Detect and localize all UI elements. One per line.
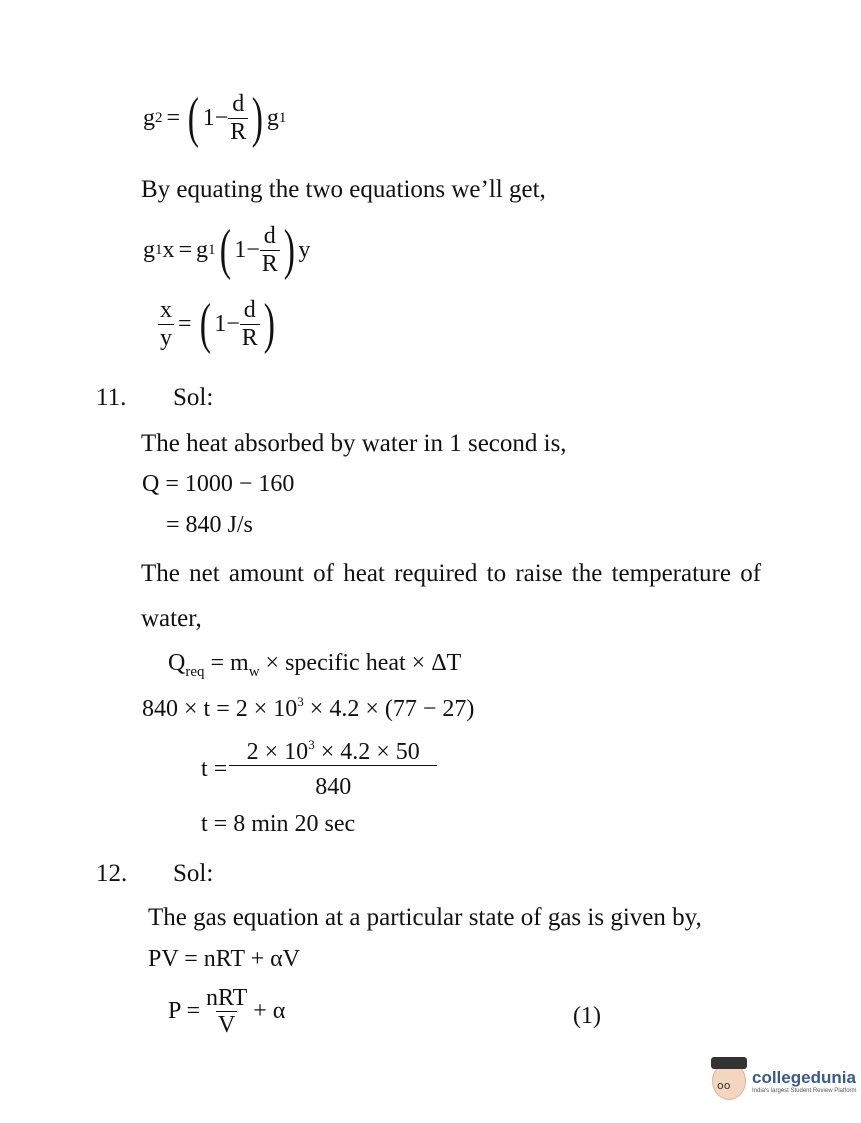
mascot-icon: oo: [712, 1062, 746, 1100]
equation-g1x: [143, 219, 311, 281]
line7-a: 840 × t = 2 × 10: [142, 696, 298, 722]
eq3-lhs-num: x: [160, 297, 172, 324]
eq3-rhs-den: R: [241, 324, 258, 351]
t-num-a: 2 × 10: [246, 739, 309, 765]
eq2-lhs-sub: 1: [155, 241, 163, 258]
s12-line2: PV = nRT + αV: [148, 946, 301, 972]
eq2-g: g: [196, 236, 209, 263]
equation-x-over-y: [158, 293, 278, 355]
eq3-open-paren: (: [199, 293, 211, 355]
qreq-mid: = m: [204, 650, 249, 676]
p-fraction: [204, 985, 249, 1039]
s11-time-equation: [142, 694, 474, 723]
eq1-lhs-sub: 2: [155, 109, 163, 126]
eq1-equals: =: [166, 104, 181, 131]
paragraph-equating: By equating the two equations we’ll get,: [141, 176, 546, 203]
p-plus-alpha: + α: [253, 998, 286, 1025]
t-fraction-den: 840: [229, 765, 437, 800]
line7-sup: 3: [297, 694, 304, 709]
s11-qreq-equation: [168, 650, 461, 681]
s11-line5: water,: [141, 605, 202, 632]
eq2-open-paren: (: [219, 219, 231, 281]
qreq-q: Q: [168, 650, 186, 676]
p-fraction-num: nRT: [206, 985, 248, 1011]
eq3-one: 1: [214, 310, 227, 337]
s11-t-fraction-equation: [201, 738, 435, 801]
eq3-lhs-den: y: [160, 324, 172, 351]
eq3-rhs-num: d: [243, 297, 256, 324]
qreq-sub: req: [185, 664, 205, 680]
question-11-sol: Sol:: [173, 384, 214, 411]
eq1-one: 1: [202, 104, 215, 131]
eq2-lhs: g: [143, 236, 155, 263]
eq2-fraction-den: R: [261, 250, 278, 277]
eq1-fraction-den: R: [230, 118, 247, 145]
t-fraction-num: [245, 738, 422, 765]
eq1-close-paren: ): [251, 87, 264, 149]
eq1-open-paren: (: [187, 87, 199, 149]
eq3-equals: =: [178, 310, 192, 337]
eq2-close-paren: ): [283, 219, 295, 281]
eq2-fraction: [260, 223, 280, 277]
logo-name: collegedunia: [752, 1068, 856, 1087]
eq2-equals: =: [178, 236, 193, 263]
question-12-number: 12.: [96, 860, 128, 887]
eq1-rhs-sub: 1: [278, 109, 287, 126]
eq2-x: x: [162, 236, 175, 263]
eq3-close-paren: ): [263, 293, 275, 355]
t-eq: t =: [201, 755, 228, 782]
eq3-minus: −: [226, 310, 240, 337]
equation-tag-1: (1): [573, 1003, 601, 1029]
s11-line2: Q = 1000 − 160: [142, 471, 295, 497]
equation-g2: [143, 87, 287, 149]
eq1-lhs: g: [143, 104, 155, 131]
p-eq: P =: [168, 998, 200, 1025]
eq2-minus: −: [246, 236, 260, 263]
eq3-rhs-fraction: [240, 297, 260, 351]
eq2-y: y: [298, 236, 311, 263]
s12-line1: The gas equation at a particular state of gas is given by,: [148, 904, 702, 931]
question-11-number: 11.: [96, 384, 127, 411]
eq2-g-sub: 1: [208, 241, 216, 258]
collegedunia-logo: [712, 1062, 857, 1100]
eq2-one: 1: [234, 236, 247, 263]
t-num-sup: 3: [308, 737, 315, 752]
eq1-fraction: [228, 91, 248, 145]
t-num-b: × 4.2 × 50: [314, 739, 420, 765]
eq3-lhs-fraction: [158, 297, 174, 351]
s11-result: t = 8 min 20 sec: [201, 811, 356, 837]
qreq-msub: w: [248, 664, 260, 680]
s12-p-equation: [168, 985, 285, 1039]
eq1-fraction-num: d: [232, 91, 245, 118]
question-12-sol: Sol:: [173, 860, 214, 887]
t-fraction: [231, 738, 435, 801]
eq2-fraction-num: d: [263, 223, 276, 250]
qreq-rhs: × specific heat × ΔT: [259, 650, 462, 676]
eq1-minus: −: [214, 104, 229, 131]
eq1-rhs: g: [266, 104, 279, 131]
s11-line1: The heat absorbed by water in 1 second is,: [141, 430, 567, 457]
s11-line4: [141, 560, 783, 588]
s11-line3: = 840 J/s: [166, 512, 253, 538]
s11-line4-text: The net amount of heat required to raise the temperature of: [141, 560, 762, 587]
p-fraction-den: V: [217, 1012, 236, 1039]
logo-tagline: India's largest Student Review Platform: [752, 1088, 857, 1094]
line7-b: × 4.2 × (77 − 27): [303, 696, 475, 722]
